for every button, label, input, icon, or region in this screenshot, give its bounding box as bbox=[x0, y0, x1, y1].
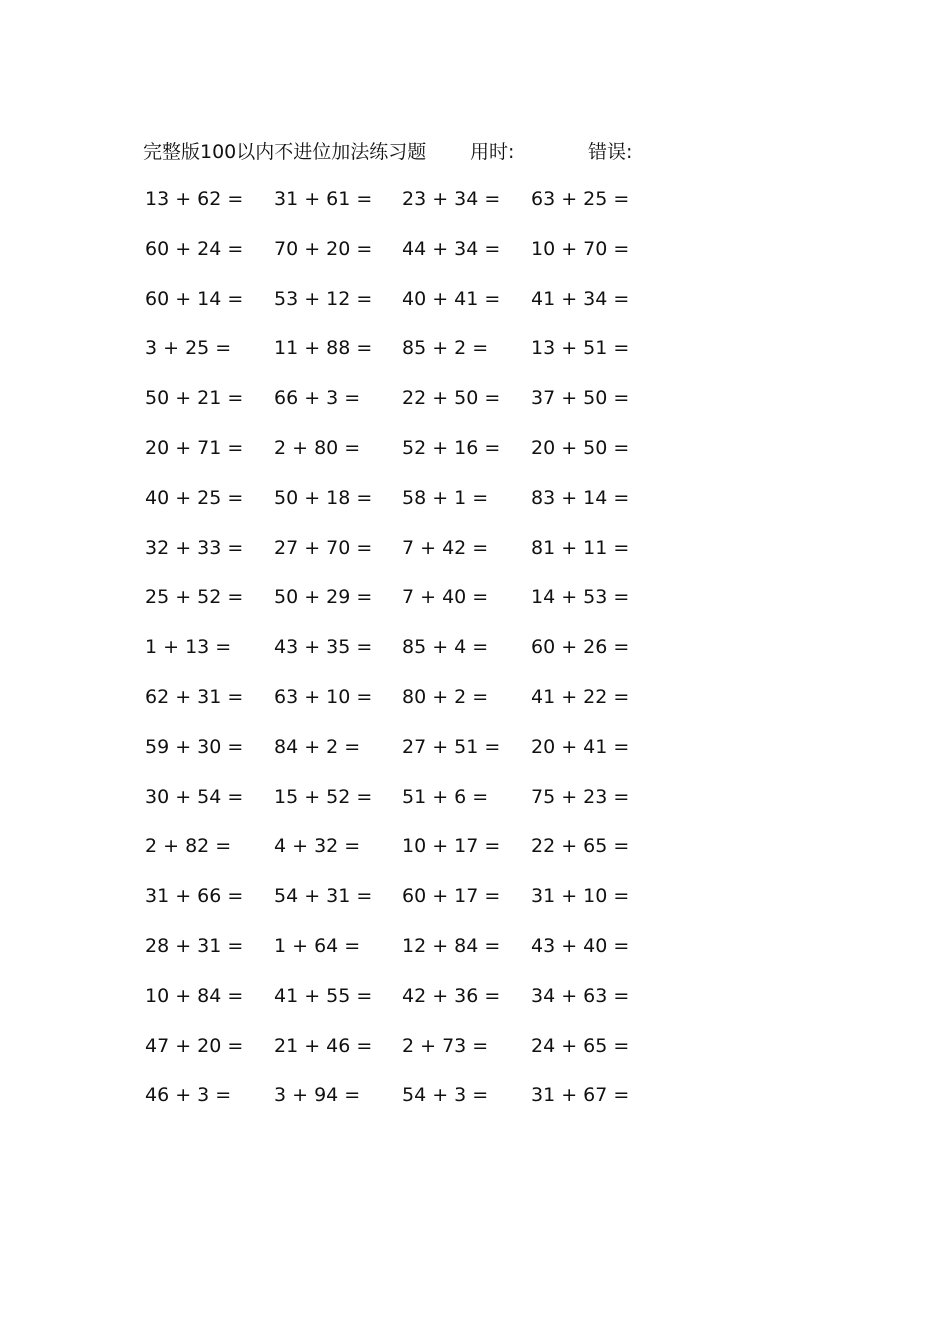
problem-cell: 50 + 18 = bbox=[274, 486, 373, 509]
problem-cell: 50 + 21 = bbox=[145, 387, 244, 410]
problem-cell: 20 + 71 = bbox=[145, 436, 244, 459]
worksheet-header bbox=[0, 137, 950, 165]
problem-cell: 11 + 88 = bbox=[274, 337, 373, 360]
problem-cell: 31 + 61 = bbox=[274, 188, 373, 210]
problem-cell: 50 + 29 = bbox=[274, 586, 373, 609]
problem-row bbox=[0, 732, 950, 782]
problem-cell: 31 + 10 = bbox=[531, 885, 630, 908]
problem-cell: 13 + 51 = bbox=[531, 337, 630, 360]
problem-grid bbox=[0, 184, 950, 1130]
problem-cell: 30 + 54 = bbox=[145, 785, 244, 808]
problem-row bbox=[0, 881, 950, 931]
problem-cell: 21 + 46 = bbox=[274, 1034, 373, 1057]
problem-row bbox=[0, 632, 950, 682]
problem-row bbox=[0, 234, 950, 284]
problem-cell: 83 + 14 = bbox=[531, 486, 630, 509]
problem-row bbox=[0, 1080, 950, 1130]
problem-cell: 63 + 25 = bbox=[531, 188, 630, 210]
problem-cell: 51 + 6 = bbox=[402, 785, 489, 808]
problem-cell: 42 + 36 = bbox=[402, 984, 501, 1007]
problem-cell: 75 + 23 = bbox=[531, 785, 630, 808]
problem-cell: 1 + 64 = bbox=[274, 934, 361, 957]
problem-cell: 22 + 50 = bbox=[402, 387, 501, 410]
problem-cell: 4 + 32 = bbox=[274, 835, 361, 858]
problem-cell: 24 + 65 = bbox=[531, 1034, 630, 1057]
problem-cell: 3 + 94 = bbox=[274, 1084, 361, 1107]
problem-cell: 81 + 11 = bbox=[531, 536, 630, 559]
problem-cell: 60 + 14 = bbox=[145, 287, 244, 310]
problem-cell: 3 + 25 = bbox=[145, 337, 232, 360]
errors-label: 错误: bbox=[588, 141, 633, 163]
problem-cell: 70 + 20 = bbox=[274, 237, 373, 260]
problem-cell: 66 + 3 = bbox=[274, 387, 361, 410]
problem-row bbox=[0, 931, 950, 981]
problem-cell: 10 + 17 = bbox=[402, 835, 501, 858]
problem-row bbox=[0, 831, 950, 881]
problem-row bbox=[0, 533, 950, 583]
problem-cell: 34 + 63 = bbox=[531, 984, 630, 1007]
problem-cell: 13 + 62 = bbox=[145, 188, 244, 210]
problem-cell: 31 + 67 = bbox=[531, 1084, 630, 1107]
problem-row bbox=[0, 184, 950, 234]
problem-cell: 59 + 30 = bbox=[145, 735, 244, 758]
problem-cell: 47 + 20 = bbox=[145, 1034, 244, 1057]
problem-cell: 85 + 2 = bbox=[402, 337, 489, 360]
problem-cell: 43 + 35 = bbox=[274, 636, 373, 659]
problem-cell: 27 + 51 = bbox=[402, 735, 501, 758]
problem-row bbox=[0, 1031, 950, 1081]
problem-cell: 84 + 2 = bbox=[274, 735, 361, 758]
problem-cell: 44 + 34 = bbox=[402, 237, 501, 260]
problem-cell: 12 + 84 = bbox=[402, 934, 501, 957]
problem-cell: 60 + 24 = bbox=[145, 237, 244, 260]
problem-cell: 62 + 31 = bbox=[145, 685, 244, 708]
problem-cell: 85 + 4 = bbox=[402, 636, 489, 659]
problem-cell: 2 + 82 = bbox=[145, 835, 232, 858]
problem-cell: 2 + 73 = bbox=[402, 1034, 489, 1057]
problem-cell: 25 + 52 = bbox=[145, 586, 244, 609]
problem-cell: 31 + 66 = bbox=[145, 885, 244, 908]
problem-cell: 14 + 53 = bbox=[531, 586, 630, 609]
problem-cell: 15 + 52 = bbox=[274, 785, 373, 808]
problem-cell: 1 + 13 = bbox=[145, 636, 232, 659]
problem-cell: 23 + 34 = bbox=[402, 188, 501, 210]
problem-row bbox=[0, 582, 950, 632]
time-label: 用时: bbox=[470, 141, 515, 163]
problem-cell: 43 + 40 = bbox=[531, 934, 630, 957]
problem-cell: 20 + 41 = bbox=[531, 735, 630, 758]
problem-cell: 2 + 80 = bbox=[274, 436, 361, 459]
problem-row bbox=[0, 981, 950, 1031]
problem-cell: 37 + 50 = bbox=[531, 387, 630, 410]
problem-row bbox=[0, 333, 950, 383]
problem-cell: 40 + 25 = bbox=[145, 486, 244, 509]
problem-cell: 52 + 16 = bbox=[402, 436, 501, 459]
problem-cell: 53 + 12 = bbox=[274, 287, 373, 310]
problem-cell: 27 + 70 = bbox=[274, 536, 373, 559]
problem-cell: 41 + 55 = bbox=[274, 984, 373, 1007]
problem-cell: 10 + 84 = bbox=[145, 984, 244, 1007]
problem-cell: 28 + 31 = bbox=[145, 934, 244, 957]
problem-row bbox=[0, 782, 950, 832]
problem-cell: 60 + 26 = bbox=[531, 636, 630, 659]
problem-row bbox=[0, 682, 950, 732]
problem-cell: 22 + 65 = bbox=[531, 835, 630, 858]
worksheet-title: 完整版100以内不进位加法练习题 bbox=[143, 141, 427, 163]
problem-cell: 54 + 3 = bbox=[402, 1084, 489, 1107]
problem-cell: 40 + 41 = bbox=[402, 287, 501, 310]
problem-cell: 41 + 22 = bbox=[531, 685, 630, 708]
problem-cell: 46 + 3 = bbox=[145, 1084, 232, 1107]
problem-cell: 58 + 1 = bbox=[402, 486, 489, 509]
problem-cell: 32 + 33 = bbox=[145, 536, 244, 559]
problem-cell: 60 + 17 = bbox=[402, 885, 501, 908]
problem-cell: 10 + 70 = bbox=[531, 237, 630, 260]
problem-row bbox=[0, 433, 950, 483]
problem-row bbox=[0, 284, 950, 334]
problem-row bbox=[0, 483, 950, 533]
problem-cell: 41 + 34 = bbox=[531, 287, 630, 310]
problem-cell: 63 + 10 = bbox=[274, 685, 373, 708]
problem-cell: 54 + 31 = bbox=[274, 885, 373, 908]
problem-cell: 20 + 50 = bbox=[531, 436, 630, 459]
problem-row bbox=[0, 383, 950, 433]
problem-cell: 7 + 40 = bbox=[402, 586, 489, 609]
problem-cell: 7 + 42 = bbox=[402, 536, 489, 559]
problem-cell: 80 + 2 = bbox=[402, 685, 489, 708]
